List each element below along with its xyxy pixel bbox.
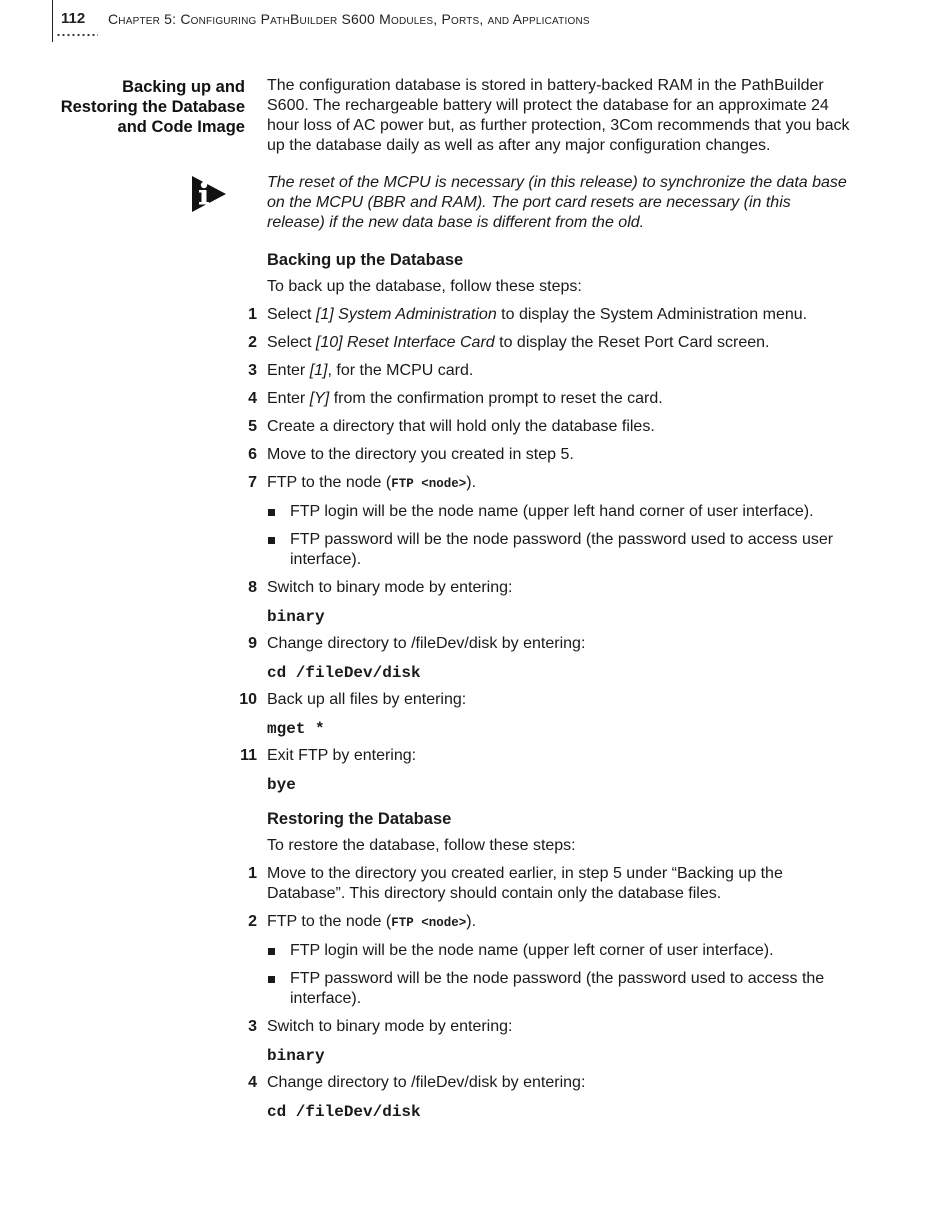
step-number: 11 xyxy=(240,747,257,764)
backup-step xyxy=(239,690,852,710)
step-number: 3 xyxy=(248,362,257,379)
bullet-text: FTP login will be the node name (upper left corner of user interface). xyxy=(290,942,774,959)
bullet-text: FTP password will be the node password (the password used to access user interface). xyxy=(290,531,834,568)
bullet-text: FTP password will be the node password (the password used to access the interface). xyxy=(290,970,825,1007)
step-text: ). xyxy=(466,913,477,930)
bullet-item xyxy=(267,530,852,570)
backup-step xyxy=(248,445,852,465)
note-text: The reset of the MCPU is necessary (in this release) to synchronize the data base on the MCPU (BBR and RAM). The port card resets are necessary (in this release) if the new data base is different from the old. xyxy=(267,174,847,231)
command-line: mget * xyxy=(267,720,325,738)
info-icon xyxy=(190,174,228,214)
main-content xyxy=(239,76,852,1129)
side-heading-line: and Code Image xyxy=(117,118,245,136)
step-number: 2 xyxy=(248,913,257,930)
running-head: Chapter 5: Configuring PathBuilder S600 Modules, Ports, and Applications xyxy=(108,11,590,27)
step-text: Move to the directory you created in step 5. xyxy=(267,446,574,463)
backup-step xyxy=(248,333,852,353)
step-number: 10 xyxy=(239,691,257,708)
step-text: to display the System Administration menu. xyxy=(496,306,808,323)
side-heading-line: Backing up and xyxy=(122,78,245,96)
step-text: Back up all files by entering: xyxy=(267,691,467,708)
step-number: 2 xyxy=(248,334,257,351)
header-dots xyxy=(56,32,98,38)
step-text: Enter xyxy=(267,390,310,407)
command-line: binary xyxy=(267,608,325,626)
bullet-item xyxy=(267,502,852,522)
menu-option: [1] System Administration xyxy=(315,306,497,323)
inline-command: FTP <node> xyxy=(391,916,467,930)
backup-step xyxy=(248,361,852,381)
restore-step xyxy=(248,864,852,904)
step-text: Switch to binary mode by entering: xyxy=(267,579,513,596)
restore-step xyxy=(248,1017,852,1037)
page-number: 112 xyxy=(61,10,86,27)
menu-option: [10] Reset Interface Card xyxy=(315,334,495,351)
command-line: binary xyxy=(267,1047,325,1065)
restore-step xyxy=(248,1073,852,1093)
restore-heading: Restoring the Database xyxy=(267,810,452,828)
step-number: 3 xyxy=(248,1018,257,1035)
step-number: 7 xyxy=(248,474,257,491)
command-line: cd /fileDev/disk xyxy=(267,664,421,682)
step-number: 4 xyxy=(248,1074,257,1091)
menu-option: [1] xyxy=(309,362,328,379)
intro-paragraph: The configuration database is stored in battery-backed RAM in the PathBuilder S600. The rechargeable battery will protect the database for an approximate 24 hour loss of AC power but, as further protection, 3Com recommends that you back up the database daily as well as after any major configuration changes. xyxy=(267,77,850,154)
backup-step xyxy=(248,417,852,437)
bullet-square xyxy=(268,509,275,516)
restore-lead: To restore the database, follow these steps: xyxy=(267,837,576,854)
step-text: to display the Reset Port Card screen. xyxy=(494,334,770,351)
backup-heading: Backing up the Database xyxy=(267,251,464,269)
backup-step xyxy=(240,746,852,766)
step-text: Create a directory that will hold only the database files. xyxy=(267,418,655,435)
step-text: Select xyxy=(267,306,316,323)
bullet-item xyxy=(267,941,852,961)
command-line: bye xyxy=(267,776,296,794)
bullet-square xyxy=(268,976,275,983)
step-text: Switch to binary mode by entering: xyxy=(267,1018,513,1035)
backup-step xyxy=(248,473,852,494)
section-side-heading xyxy=(25,77,245,137)
step-text: Move to the directory you created earlier, in step 5 under “Backing up the Database”. This directory should contain only the database files. xyxy=(267,865,783,902)
step-text: Change directory to /fileDev/disk by entering: xyxy=(267,635,586,652)
inline-command: FTP <node> xyxy=(391,477,467,491)
step-text: Enter xyxy=(267,362,310,379)
backup-step xyxy=(248,389,852,409)
step-text: , for the MCPU card. xyxy=(327,362,474,379)
step-number: 5 xyxy=(248,418,257,435)
step-text: FTP to the node ( xyxy=(267,913,392,930)
step-number: 6 xyxy=(248,446,257,463)
step-number: 8 xyxy=(248,579,257,596)
backup-step xyxy=(248,305,852,325)
bullet-item xyxy=(267,969,852,1009)
step-number: 1 xyxy=(248,306,257,323)
step-text: Exit FTP by entering: xyxy=(267,747,417,764)
step-text: FTP to the node ( xyxy=(267,474,392,491)
backup-step xyxy=(248,578,852,598)
step-text: from the confirmation prompt to reset the card. xyxy=(329,390,663,407)
restore-step xyxy=(248,912,852,933)
backup-lead: To back up the database, follow these steps: xyxy=(267,278,582,295)
menu-option: [Y] xyxy=(309,390,330,407)
backup-step xyxy=(248,634,852,654)
bullet-text: FTP login will be the node name (upper left hand corner of user interface). xyxy=(290,503,814,520)
step-text: Select xyxy=(267,334,316,351)
step-number: 1 xyxy=(248,865,257,882)
step-number: 4 xyxy=(248,390,257,407)
bullet-square xyxy=(268,948,275,955)
side-heading-line: Restoring the Database xyxy=(60,98,245,116)
step-text: Change directory to /fileDev/disk by entering: xyxy=(267,1074,586,1091)
step-text: ). xyxy=(466,474,477,491)
command-line: cd /fileDev/disk xyxy=(267,1103,421,1121)
step-number: 9 xyxy=(248,635,257,652)
bullet-square xyxy=(268,537,275,544)
